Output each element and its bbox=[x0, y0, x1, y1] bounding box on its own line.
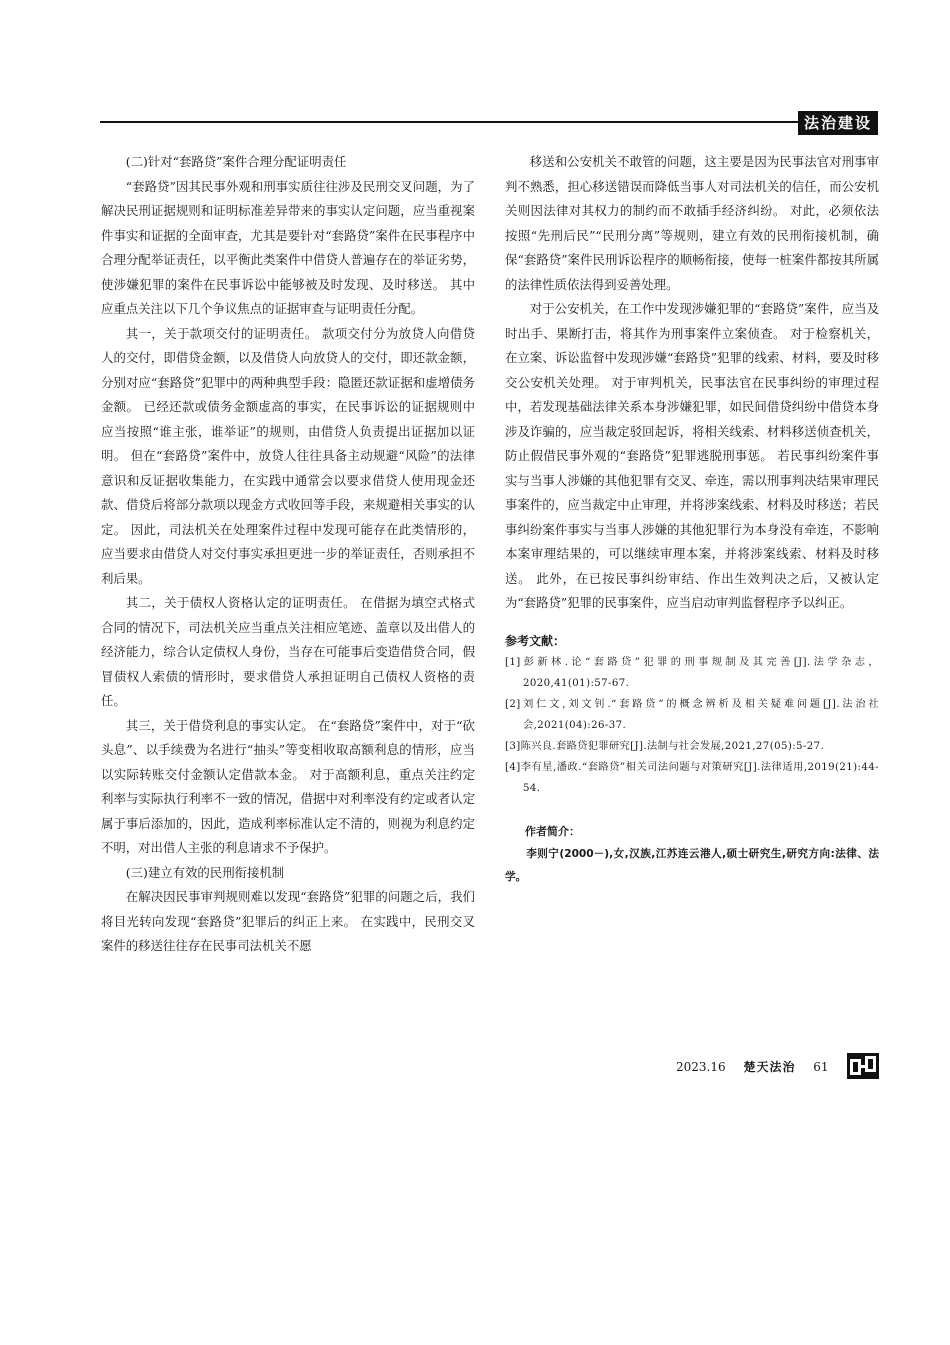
paragraph: 对于公安机关，在工作中发现涉嫌犯罪的“套路贷”案件，应当及时出手、果断打击，将其作为刑事案件立案侦查。 对于检察机关，在立案、诉讼监督中发现涉嫌“套路贷”犯罪的线索、材料，要及时移交公安机关处理。 对于审判机关，民事法官在民事纠纷的审理过程中，若发现基础法律关系本身涉嫌犯罪，如民间借贷纠纷中借贷本身涉及诈骗的，应当裁定驳回起诉，将相关线索、材料移送侦查机关，防止假借民事外观的“套路贷”犯罪逃脱刑事惩。 若民事纠纷案件事实与当事人涉嫌的其他犯罪有交叉、牵连，需以刑事判决结果审理民事案件的，应当裁定中止审理，并将涉案线索、材料及时移送；若民事纠纷案件事实与当事人涉嫌的其他犯罪行为本身没有牵连，不影响本案审理结果的，可以继续审理本案，并将涉案线索、材料及时移送。 此外，在已按民事纠纷审结、作出生效判决之后，又被认定为“套路贷”犯罪的民事案件，应当启动审判监督程序予以纠正。 bbox=[505, 301, 879, 610]
paragraph: 其二，关于债权人资格认定的证明责任。 在借据为填空式格式合同的情况下，司法机关应当重点关注相应笔迹、盖章以及出借人的经济能力，综合认定债权人身份，当存在可能事后变造借贷合同，假冒债权人索债的情形时，要求借贷人承担证明自己债权人资格的责任。 bbox=[101, 595, 475, 708]
author-bio: 李则宁(2000－),女,汉族,江苏连云港人,硕士研究生,研究方向:法律、法学。 bbox=[505, 847, 879, 883]
paragraph: “套路贷”因其民事外观和刑事实质往往涉及民刑交叉问题，为了解决民刑证据规则和证明标准差异带来的事实认定问题，应当重视案件事实和证据的全面审查，尤其是要针对“套路贷”案件在民事程序中合理分配举证责任，以平衡此类案件中借贷人普遍存在的举证劣势，使涉嫌犯罪的案件在民事诉讼中能够被及时发现、及时移送。 其中应重点关注以下几个争议焦点的证据审查与证明责任分配。 bbox=[101, 178, 475, 316]
reference-item: [4]李有星,潘政.“套路贷”相关司法问题与对策研究[J].法律适用,2019(21):44-54. bbox=[505, 761, 879, 794]
journal-name: 楚天法治 bbox=[743, 1060, 796, 1074]
paragraph: 在解决因民事审判规则难以发现“套路贷”犯罪的问题之后，我们将目光转向发现“套路贷”犯罪后的纠正上来。 在实践中，民刑交叉案件的移送往往存在民事司法机关不愿 bbox=[101, 889, 475, 953]
references-title: 参考文献： bbox=[505, 633, 566, 648]
paragraph: 其一，关于款项交付的证明责任。 款项交付分为放贷人向借贷人的交付，即借贷金额，以及借贷人向放贷人的交付，即还款金额，分别对应“套路贷”犯罪中的两种典型手段：隐匿还款证据和虚增债务金额。 已经还款或债务金额虚高的事实，在民事诉讼的证据规则中应当按照“谁主张，谁举证”的规则，由借贷人负责提出证据加以证明。 但在“套路贷”案件中，放贷人往往具备主动规避“风险”的法律意识和反证据收集能力，在实践中通常会以要求借贷人使用现金还款、借贷后将部分款项以现金方式收回等手段，来规避相关事实的认定。 因此，司法机关在处理案件过程中发现可能存在此类情形的，应当要求由借贷人对交付事实承担更进一步的举证责任，否则承担不利后果。 bbox=[101, 325, 475, 586]
left-column bbox=[101, 150, 475, 959]
journal-logo-icon bbox=[847, 1053, 879, 1079]
subheading-civil-criminal-mechanism: (三)建立有效的民刑衔接机制 bbox=[125, 864, 285, 880]
author-bio-title: 作者简介： bbox=[525, 824, 580, 838]
issue-number: 2023.16 bbox=[676, 1060, 726, 1074]
right-column bbox=[505, 150, 879, 889]
reference-item: [1]彭新林.论“套路贷”犯罪的刑事规制及其完善[J].法学杂志，2020,41(01):57-67. bbox=[505, 656, 879, 689]
page-footer bbox=[676, 1057, 843, 1077]
paragraph: 移送和公安机关不敢管的问题，这主要是因为民事法官对刑事审判不熟悉，担心移送错误而降低当事人对司法机关的信任，而公安机关则因法律对其权力的制约而不敢插手经济纠纷。 对此，必须依法按照“先刑后民”“民刑分离”等规则，建立有效的民刑衔接机制，确保“套路贷”案件民刑诉讼程序的顺畅衔接，使每一桩案件都按其所属的法律性质依法得到妥善处理。 bbox=[505, 154, 879, 292]
section-tag: 法治建设 bbox=[798, 111, 878, 135]
header-rule bbox=[100, 121, 800, 123]
paragraph: 其三，关于借贷利息的事实认定。 在“套路贷”案件中，对于“砍头息”、以手续费为名进行“抽头”等变相收取高额利息的情形，应当以实际转账交付金额认定借款本金。 对于高额利息，重点关注约定利率与实际执行利率不一致的情况，借据中对利率没有约定或者认定属于事后添加的，因此，造成利率标准认定不清的，则视为利息约定不明，对出借人主张的利息请求不予保护。 bbox=[101, 717, 475, 855]
reference-item: [3]陈兴良.套路贷犯罪研究[J].法制与社会发展,2021,27(05):5-27. bbox=[505, 740, 825, 752]
subheading-burden-of-proof: (二)针对“套路贷”案件合理分配证明责任 bbox=[125, 154, 347, 169]
page-number: 61 bbox=[813, 1060, 829, 1074]
reference-item: [2]刘仁文,刘文钊.“套路贷”的概念辨析及相关疑难问题[J].法治社会,2021(04):26-37. bbox=[505, 698, 879, 731]
